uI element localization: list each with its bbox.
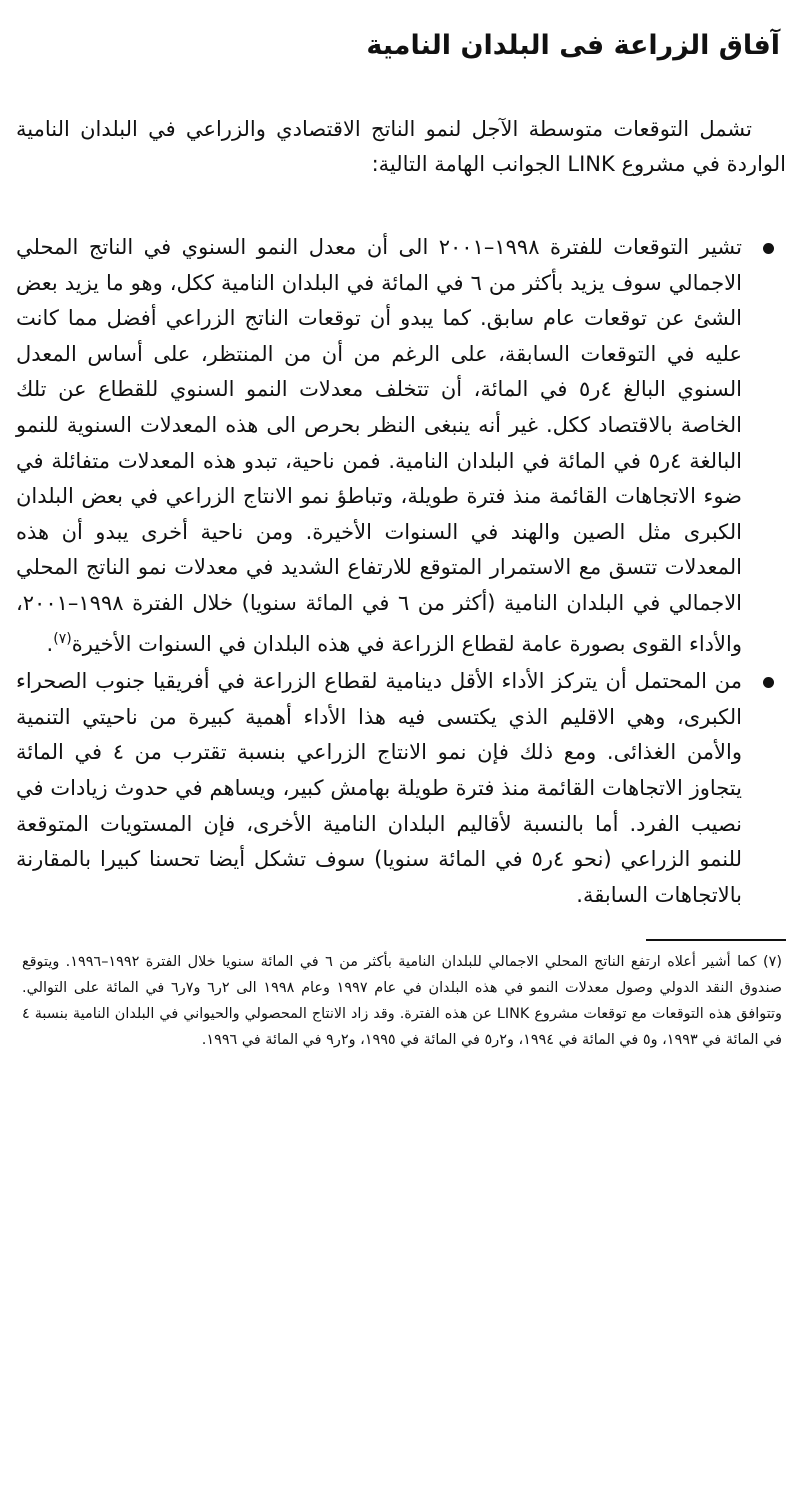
bullet-text: من المحتمل أن يتركز الأداء الأقل دينامية لقطاع الزراعة في أفريقيا جنوب الصحراء الكبرى، وهي الاقليم الذي يكتسى فيه هذا الأداء أهمية كبيرة من ناحيتي التنمية والأمن الغذائى. ومع ذلك فإن نمو الانتاج الزراعي بنسبة تقترب من ٤ في المائة يتجاوز الاتجاهات القائمة منذ فترة طويلة بهامش كبير، ويساهم في حدوث زيادات في نصيب الفرد. أما بالنسبة لأقاليم البلدان النامية الأخرى، فإن المستويات المتوقعة للنمو الزراعي (نحو ٤ر٥ في المائة سنويا) سوف تشكل أيضا تحسنا كبيرا بالمقارنة بالاتجاهات السابقة. xyxy=(16,669,743,907)
bullet-icon xyxy=(763,243,774,254)
page-title: آفاق الزراعة فى البلدان النامية xyxy=(366,30,780,61)
footnote: (٧) كما أشير أعلاه ارتفع الناتج المحلي الاجمالي للبلدان النامية بأكثر من ٦ في المائة سنويا خلال الفترة ١٩٩٢–١٩٩٦. ويتوقع صندوق النقد الدولي وصول معدلات النمو في هذه البلدان في عام ١٩٩٧ وعام ١٩٩٨ الى ٢ر٦ و٧ر٦ في المائة على التوالي. وتتوافق هذه التوقعات مع توقعات مشروع LINK عن هذه الفترة. وقد زاد الانتاج المحصولي والحيواني في البلدان النامية بنسبة ٤ في المائة في ١٩٩٣، و٥ في المائة في ١٩٩٤، و٢ر٥ في المائة في ١٩٩٥، و٢ر٩ في المائة في ١٩٩٦. xyxy=(22,954,783,1049)
bullet-list xyxy=(16,230,786,913)
intro-paragraph: تشمل التوقعات متوسطة الآجل لنمو الناتج الاقتصادي والزراعي في البلدان النامية الواردة في مشروع LINK الجوانب الهامة التالية: xyxy=(16,117,786,176)
bullet-text: تشير التوقعات للفترة ١٩٩٨–٢٠٠١ الى أن معدل النمو السنوي في الناتج المحلي الاجمالي سوف يزيد بأكثر من ٦ في المائة في البلدان النامية ككل، وهو ما يزيد بعض الشئ عن توقعات عام سابق. كما يبدو أن توقعات الناتج الزراعي أفضل مما كانت عليه في التوقعات السابقة، على الرغم من أن من المنتظر، على أساس المعدل السنوي البالغ ٤ر٥ في المائة، أن تتخلف معدلات النمو السنوي للقطاع عن تلك الخاصة بالاقتصاد ككل. غير أنه ينبغى النظر بحرص الى هذه المعدلات السنوية للنمو البالغة ٤ر٥ في المائة في البلدان النامية. فمن ناحية، تبدو هذه المعدلات متفائلة في ضوء الاتجاهات القائمة منذ فترة طويلة، وتباطؤ نمو الانتاج الزراعي في بعض البلدان الكبرى مثل الصين والهند في السنوات الأخيرة. ومن ناحية أخرى يبدو أن هذه المعدلات تتسق مع الاستمرار المتوقع للارتفاع الشديد في معدلات نمو الناتج المحلي الاجمالي في البلدان النامية (أكثر من ٦ في المائة سنويا) خلال الفترة ١٩٩٨–٢٠٠١، والأداء القوى بصورة عامة لقطاع الزراعة في هذه البلدان في السنوات الأخيرة xyxy=(16,235,743,656)
footnote-reference: (٧) xyxy=(53,630,72,647)
bullet-icon xyxy=(763,677,774,688)
list-item xyxy=(16,664,786,913)
list-item: تشير التوقعات للفترة ١٩٩٨–٢٠٠١ الى أن معدل النمو السنوي في الناتج المحلي الاجمالي سوف يزيد بأكثر من ٦ في المائة في البلدان النامية ككل، وهو ما يزيد بعض الشئ عن توقعات عام سابق. كما يبدو أن توقعات الناتج الزراعي أفضل مما كانت عليه في التوقعات السابقة، على الرغم من أن من المنتظر، على أساس المعدل السنوي البالغ ٤ر٥ في المائة، أن تتخلف معدلات النمو السنوي للقطاع عن تلك الخاصة بالاقتصاد ككل. غير أنه ينبغى النظر بحرص الى هذه المعدلات السنوية للنمو البالغة ٤ر٥ في المائة في البلدان النامية. فمن ناحية، تبدو هذه المعدلات متفائلة في ضوء الاتجاهات القائمة منذ فترة طويلة، وتباطؤ نمو الانتاج الزراعي في بعض البلدان الكبرى مثل الصين والهند في السنوات الأخيرة. ومن ناحية أخرى يبدو أن هذه المعدلات تتسق مع الاستمرار المتوقع للارتفاع الشديد في معدلات نمو الناتج المحلي الاجمالي في البلدان النامية (أكثر من ٦ في المائة سنويا) خلال الفترة ١٩٩٨–٢٠٠١، والأداء القوى بصورة عامة لقطاع الزراعة في هذه البلدان في السنوات الأخيرة$^{(٧)}$. xyxy=(16,230,786,662)
footnote-divider xyxy=(646,939,786,941)
